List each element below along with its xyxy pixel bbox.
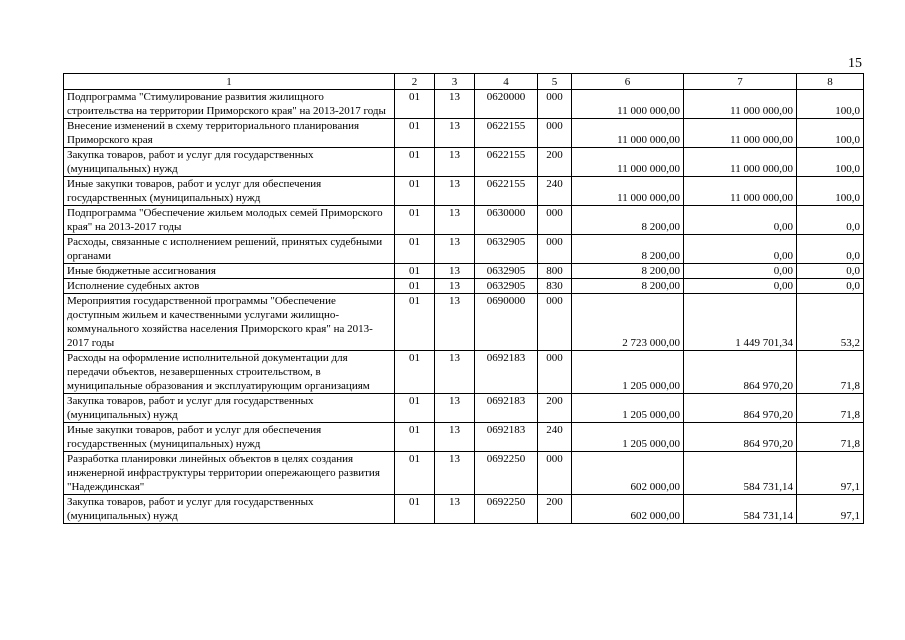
table-cell-col-7: 11 000 000,00 (684, 148, 797, 177)
table-cell-col-5: 000 (538, 294, 572, 351)
table-cell-col-7: 11 000 000,00 (684, 177, 797, 206)
table-cell-col-3: 13 (435, 394, 475, 423)
table-cell-col-3: 13 (435, 177, 475, 206)
table-cell-col-2: 01 (395, 90, 435, 119)
table-cell-col-7: 0,00 (684, 206, 797, 235)
table-cell-col-4: 0632905 (475, 235, 538, 264)
table-cell-col-1: Иные закупки товаров, работ и услуг для обеспечения государственных (муниципальных) нужд (64, 423, 395, 452)
table-cell-col-2: 01 (395, 495, 435, 524)
table-cell-col-5: 200 (538, 148, 572, 177)
table-cell-col-6: 1 205 000,00 (572, 351, 684, 394)
table-row (64, 351, 864, 394)
table-row (64, 495, 864, 524)
table-cell-col-7: 0,00 (684, 279, 797, 294)
table-cell-col-1: Внесение изменений в схему территориального планирования Приморского края (64, 119, 395, 148)
table-cell-col-8: 71,8 (797, 351, 864, 394)
table-cell-col-4: 0692183 (475, 351, 538, 394)
table-row (64, 423, 864, 452)
table-cell-col-4: 0632905 (475, 264, 538, 279)
table-cell-col-6: 11 000 000,00 (572, 119, 684, 148)
table-cell-col-5: 200 (538, 394, 572, 423)
table-cell-col-8: 71,8 (797, 394, 864, 423)
table-cell-col-4: 0692250 (475, 495, 538, 524)
column-header-4: 4 (475, 74, 538, 90)
table-cell-col-1: Расходы на оформление исполнительной документации для передачи объектов, незавершенных строительством, в муниципальные образования и эксплуатирующим организациям (64, 351, 395, 394)
table-cell-col-5: 000 (538, 235, 572, 264)
table-cell-col-3: 13 (435, 294, 475, 351)
table-cell-col-6: 11 000 000,00 (572, 177, 684, 206)
table-cell-col-8: 0,0 (797, 235, 864, 264)
table-cell-col-7: 584 731,14 (684, 452, 797, 495)
table-cell-col-3: 13 (435, 452, 475, 495)
table-cell-col-3: 13 (435, 264, 475, 279)
table-row (64, 264, 864, 279)
table-row (64, 452, 864, 495)
table-cell-col-5: 800 (538, 264, 572, 279)
table-cell-col-2: 01 (395, 279, 435, 294)
budget-table (63, 73, 864, 524)
table-cell-col-3: 13 (435, 148, 475, 177)
table-cell-col-6: 602 000,00 (572, 495, 684, 524)
table-row (64, 394, 864, 423)
table-cell-col-4: 0630000 (475, 206, 538, 235)
table-cell-col-5: 200 (538, 495, 572, 524)
table-cell-col-7: 1 449 701,34 (684, 294, 797, 351)
table-row (64, 279, 864, 294)
table-cell-col-2: 01 (395, 394, 435, 423)
table-cell-col-8: 100,0 (797, 148, 864, 177)
table-cell-col-8: 0,0 (797, 279, 864, 294)
table-cell-col-6: 8 200,00 (572, 279, 684, 294)
table-cell-col-6: 8 200,00 (572, 264, 684, 279)
column-header-7: 7 (684, 74, 797, 90)
table-cell-col-3: 13 (435, 495, 475, 524)
table-cell-col-4: 0692183 (475, 394, 538, 423)
table-cell-col-5: 240 (538, 177, 572, 206)
table-cell-col-8: 71,8 (797, 423, 864, 452)
table-cell-col-5: 000 (538, 90, 572, 119)
table-row (64, 119, 864, 148)
table-cell-col-7: 864 970,20 (684, 351, 797, 394)
table-cell-col-5: 000 (538, 206, 572, 235)
table-row (64, 177, 864, 206)
table-cell-col-4: 0622155 (475, 119, 538, 148)
table-cell-col-6: 8 200,00 (572, 206, 684, 235)
table-cell-col-2: 01 (395, 119, 435, 148)
table-cell-col-1: Закупка товаров, работ и услуг для государственных (муниципальных) нужд (64, 495, 395, 524)
table-cell-col-1: Разработка планировки линейных объектов в целях создания инженерной инфраструктуры территории опережающего развития "Надеждинская" (64, 452, 395, 495)
table-cell-col-8: 0,0 (797, 264, 864, 279)
table-cell-col-8: 100,0 (797, 90, 864, 119)
table-cell-col-2: 01 (395, 148, 435, 177)
column-header-8: 8 (797, 74, 864, 90)
table-cell-col-4: 0632905 (475, 279, 538, 294)
table-cell-col-2: 01 (395, 177, 435, 206)
table-cell-col-1: Закупка товаров, работ и услуг для государственных (муниципальных) нужд (64, 148, 395, 177)
table-cell-col-2: 01 (395, 294, 435, 351)
table-cell-col-2: 01 (395, 351, 435, 394)
table-cell-col-6: 1 205 000,00 (572, 394, 684, 423)
table-cell-col-8: 97,1 (797, 452, 864, 495)
table-cell-col-4: 0622155 (475, 148, 538, 177)
table-cell-col-6: 1 205 000,00 (572, 423, 684, 452)
table-row (64, 148, 864, 177)
column-header-3: 3 (435, 74, 475, 90)
table-row (64, 235, 864, 264)
table-cell-col-5: 000 (538, 351, 572, 394)
table-cell-col-7: 864 970,20 (684, 394, 797, 423)
table-cell-col-1: Подпрограмма "Стимулирование развития жилищного строительства на территории Приморского края" на 2013-2017 годы (64, 90, 395, 119)
table-cell-col-1: Закупка товаров, работ и услуг для государственных (муниципальных) нужд (64, 394, 395, 423)
table-cell-col-7: 864 970,20 (684, 423, 797, 452)
table-cell-col-1: Исполнение судебных актов (64, 279, 395, 294)
table-cell-col-6: 2 723 000,00 (572, 294, 684, 351)
table-cell-col-6: 11 000 000,00 (572, 90, 684, 119)
table-cell-col-4: 0692250 (475, 452, 538, 495)
table-cell-col-6: 11 000 000,00 (572, 148, 684, 177)
table-cell-col-2: 01 (395, 452, 435, 495)
column-header-2: 2 (395, 74, 435, 90)
table-cell-col-3: 13 (435, 279, 475, 294)
table-cell-col-1: Иные закупки товаров, работ и услуг для обеспечения государственных (муниципальных) нужд (64, 177, 395, 206)
table-cell-col-5: 000 (538, 452, 572, 495)
table-cell-col-7: 11 000 000,00 (684, 119, 797, 148)
table-cell-col-3: 13 (435, 351, 475, 394)
table-cell-col-5: 240 (538, 423, 572, 452)
table-cell-col-7: 11 000 000,00 (684, 90, 797, 119)
column-header-6: 6 (572, 74, 684, 90)
table-row (64, 294, 864, 351)
table-row (64, 206, 864, 235)
table-cell-col-3: 13 (435, 235, 475, 264)
table-cell-col-8: 0,0 (797, 206, 864, 235)
table-cell-col-4: 0620000 (475, 90, 538, 119)
table-cell-col-7: 0,00 (684, 264, 797, 279)
table-cell-col-5: 000 (538, 119, 572, 148)
table-cell-col-8: 97,1 (797, 495, 864, 524)
table-body (64, 90, 864, 524)
table-cell-col-7: 584 731,14 (684, 495, 797, 524)
table-cell-col-3: 13 (435, 119, 475, 148)
table-cell-col-5: 830 (538, 279, 572, 294)
table-cell-col-1: Подпрограмма "Обеспечение жильем молодых семей Приморского края" на 2013-2017 годы (64, 206, 395, 235)
table-cell-col-2: 01 (395, 206, 435, 235)
table-cell-col-3: 13 (435, 206, 475, 235)
table-row (64, 90, 864, 119)
table-cell-col-8: 100,0 (797, 177, 864, 206)
table-cell-col-1: Расходы, связанные с исполнением решений, принятых судебными органами (64, 235, 395, 264)
table-cell-col-6: 602 000,00 (572, 452, 684, 495)
column-header-5: 5 (538, 74, 572, 90)
table-cell-col-3: 13 (435, 423, 475, 452)
table-cell-col-8: 100,0 (797, 119, 864, 148)
table-cell-col-2: 01 (395, 264, 435, 279)
table-cell-col-4: 0690000 (475, 294, 538, 351)
table-cell-col-4: 0622155 (475, 177, 538, 206)
table-cell-col-7: 0,00 (684, 235, 797, 264)
table-cell-col-1: Иные бюджетные ассигнования (64, 264, 395, 279)
table-cell-col-4: 0692183 (475, 423, 538, 452)
column-header-1: 1 (64, 74, 395, 90)
table-cell-col-2: 01 (395, 423, 435, 452)
table-cell-col-6: 8 200,00 (572, 235, 684, 264)
table-cell-col-2: 01 (395, 235, 435, 264)
table-cell-col-3: 13 (435, 90, 475, 119)
page-number: 15 (848, 56, 862, 71)
table-header-row (64, 74, 864, 90)
table-cell-col-1: Мероприятия государственной программы "Обеспечение доступным жильем и качественными услугами жилищно-коммунального хозяйства населения Приморского края" на 2013-2017 годы (64, 294, 395, 351)
table-cell-col-8: 53,2 (797, 294, 864, 351)
